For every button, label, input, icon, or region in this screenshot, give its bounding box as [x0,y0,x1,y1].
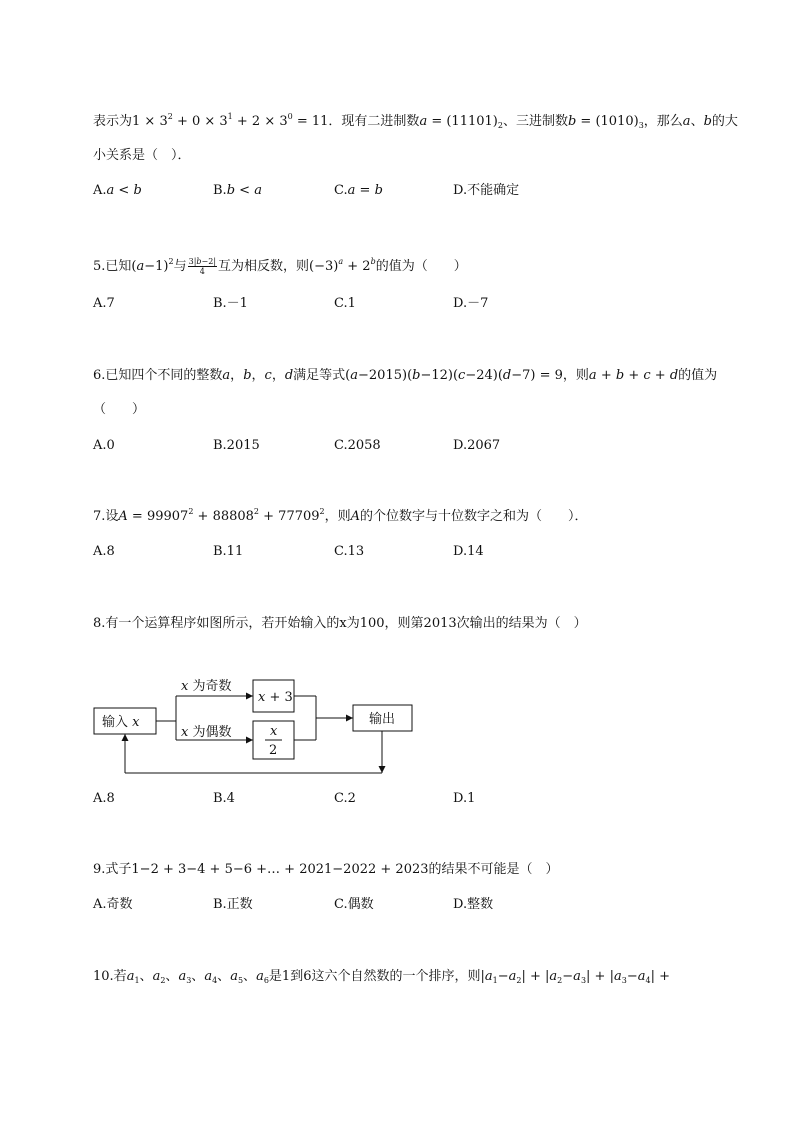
q9-option-a[interactable]: A.奇数 [93,897,133,912]
q4-option-a[interactable]: A.a < b [93,183,142,198]
q8-options [93,790,693,808]
q9-option-c[interactable]: C.偶数 [334,897,374,912]
q4-option-c[interactable]: C.a = b [334,183,383,198]
q4-text-mid3: ，那么 [643,114,683,129]
q4-text-mid2: 、三进制数 [502,114,568,129]
q6-variables: a [222,368,231,383]
q10-sequence: $a_1$、$a_2$、$a_3$、$a_4$、$a_5$、$a_6$ [126,969,269,985]
q4-var-a: a [682,114,691,129]
q7-options [93,543,693,561]
q9-options [93,896,693,914]
q8-output-label: 输出 [369,712,396,727]
q7-equation: $A = 99907^2 + 88808^2 + 77709^2$ [118,507,325,524]
q4-text-end: 的大 [711,114,738,129]
q4-option-d[interactable]: D.不能确定 [453,183,520,198]
q7-stem: 7.设$A = 99907^2 + 88808^2 + 77709^2$，则A的个位数字与十位数字之和为（ ）． [93,507,588,524]
q5-option-a[interactable]: A.7 [93,296,115,311]
q8-add-three-label: x + 3 [258,690,293,705]
q9-option-b[interactable]: B.正数 [213,897,253,912]
q8-option-b[interactable]: B.4 [213,791,235,806]
q4-options [93,182,693,200]
q4-ternary-number: $b = (1010)_3$ [567,114,644,130]
q10-abs-sum: $|a_1-a_2| + |a_2-a_3| + |a_3-a_4|$ + [480,969,670,985]
q6-option-d[interactable]: D.2067 [453,438,501,453]
q9-stem: 9.式子1−2 + 3−4 + 5−6 +… + 2021−2022 + 2023的结果不可能是（ ） [93,862,559,877]
q9-option-d[interactable]: D.整数 [453,897,494,912]
q4-line1: 表示为$1 \times 3^2 + 0 \times 3^1 + 2 \times 3^0 = 11$．现有二进制数$a = (11101)_2$、三进制数$b = (1010)_3$，那么a、b的大 [93,112,738,130]
q4-line2: 小关系是（ ）． [93,148,191,163]
q5-options [93,295,693,313]
q6-option-b[interactable]: B.2015 [213,438,260,453]
q6-options [93,437,693,455]
q5-option-b[interactable]: B.－1 [213,296,248,311]
q4-var-b: b [703,114,712,129]
q8-half-numerator: x [270,724,278,739]
q4-option-b[interactable]: B.b < a [213,183,262,198]
q8-option-c[interactable]: C.2 [334,791,356,806]
q7-option-d[interactable]: D.14 [453,544,484,559]
q8-odd-label: x 为奇数 [181,679,232,694]
q10-stem: 10.若$a_1$、$a_2$、$a_3$、$a_4$、$a_5$、$a_6$是1到6这六个自然数的一个排序，则$|a_1-a_2| + |a_2-a_3| + |a_3-a_4|$ + [93,969,670,985]
q5-expression: $(-3)^a + 2^b$ [309,257,376,274]
q6-stem: 6.已知四个不同的整数a，b，c，d满足等式(a−2015)(b−12)(c−24)(d−7) = 9，则a + b + c + d的值为 [93,368,718,383]
q8-flowchart [90,668,420,783]
q8-option-d[interactable]: D.1 [453,791,476,806]
q5-option-c[interactable]: C.1 [334,296,356,311]
q4-text-pre: 表示为 [93,114,133,129]
q8-stem: 8.有一个运算程序如图所示，若开始输入的x为100，则第2013次输出的结果为（ ） [93,616,587,631]
q6-option-a[interactable]: A.0 [93,438,115,453]
q6-line2: （ ） [93,402,146,417]
q5-option-d[interactable]: D.－7 [453,296,489,311]
q6-equation: (a−2015)(b−12)(c−24)(d−7) = 9 [345,368,563,383]
q5-stem: 5.已知$(a-1)^2$与 $\frac{3|b-2|}{4}$ 互为相反数，则$(-3)^a + 2^b$的值为（ ） [93,257,467,276]
q8-half-denominator: 2 [269,743,278,758]
q8-input-label: 输入 x [102,715,140,730]
q7-option-c[interactable]: C.13 [334,544,365,559]
q7-option-b[interactable]: B.11 [213,544,244,559]
q5-fraction: $\frac{3|b-2|}{4}$ [188,257,217,276]
q4-binary-number: $a = (11101)_2$ [419,114,503,130]
q4-ternary-expansion: $1 \times 3^2 + 0 \times 3^1 + 2 \times 3^0 = 11$ [132,112,329,129]
q6-sum: a + b + c + d [588,368,679,383]
q6-option-c[interactable]: C.2058 [334,438,381,453]
q8-even-label: x 为偶数 [181,725,232,740]
q4-text-mid: ．现有二进制数 [328,114,420,129]
q8-option-a[interactable]: A.8 [93,791,115,806]
q7-option-a[interactable]: A.8 [93,544,115,559]
q5-square-term: $(a-1)^2$ [131,257,174,274]
q7-var-A: A [350,509,361,524]
